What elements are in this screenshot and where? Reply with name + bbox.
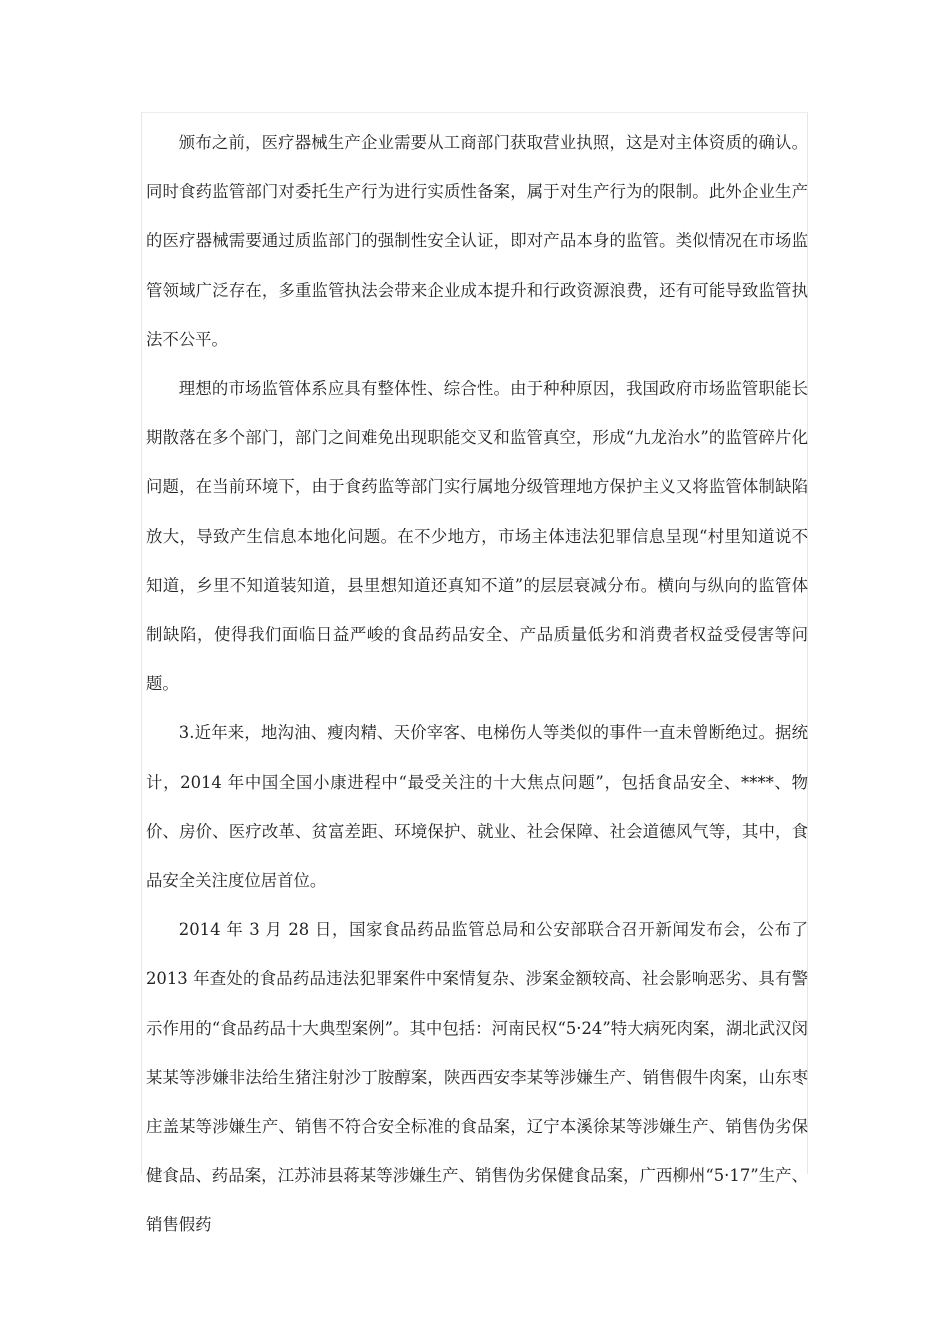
- body-text: [146, 118, 808, 1250]
- paragraph-3: 3.近年来，地沟油、瘦肉精、天价宰客、电梯伤人等类似的事件一直未曾断绝过。据统计，2014 年中国全国小康进程中“最受关注的十大焦点问题”，包括食品安全、****、物价、房价、医疗改革、贫富差距、环境保护、就业、社会保障、社会道德风气等，其中，食品安全关注度位居首位。: [146, 723, 808, 891]
- content-frame: [141, 112, 808, 1235]
- paragraph-2: 理想的市场监管体系应具有整体性、综合性。由于种种原因，我国政府市场监管职能长期散落在多个部门，部门之间难免出现职能交叉和监管真空，形成“九龙治水”的监管碎片化问题，在当前环境下，由于食药监等部门实行属地分级管理地方保护主义又将监管体制缺陷放大，导致产生信息本地化问题。在不少地方，市场主体违法犯罪信息呈现“村里知道说不知道，乡里不知道装知道，县里想知道还真知不道”的层层衰减分布。横向与纵向的监管体制缺陷，使得我们面临日益严峻的食品药品安全、产品质量低劣和消费者权益受侵害等问题。: [146, 379, 808, 694]
- paragraph-1: 颁布之前，医疗器械生产企业需要从工商部门获取营业执照，这是对主体资质的确认。同时食药监管部门对委托生产行为进行实质性备案，属于对生产行为的限制。此外企业生产的医疗器械需要通过质监部门的强制性安全认证，即对产品本身的监管。类似情况在市场监管领域广泛存在，多重监管执法会带来企业成本提升和行政资源浪费，还有可能导致监管执法不公平。: [146, 133, 808, 349]
- paragraph-4: 2014 年 3 月 28 日，国家食品药品监管总局和公安部联合召开新闻发布会，公布了 2013 年查处的食品药品违法犯罪案件中案情复杂、涉案金额较高、社会影响恶劣、具有警示作用的“食品药品十大典型案例”。其中包括：河南民权“5·24”特大病死肉案，湖北武汉闵某某等涉嫌非法给生猪注射沙丁胺醇案，陕西西安李某等涉嫌生产、销售假牛肉案，山东枣庄盖某等涉嫌生产、销售不符合安全标准的食品案，辽宁本溪徐某等涉嫌生产、销售伪劣保健食品、药品案，江苏沛县蒋某等涉嫌生产、销售伪劣保健食品案，广西柳州“5·17”生产、销售假药: [146, 920, 808, 1235]
